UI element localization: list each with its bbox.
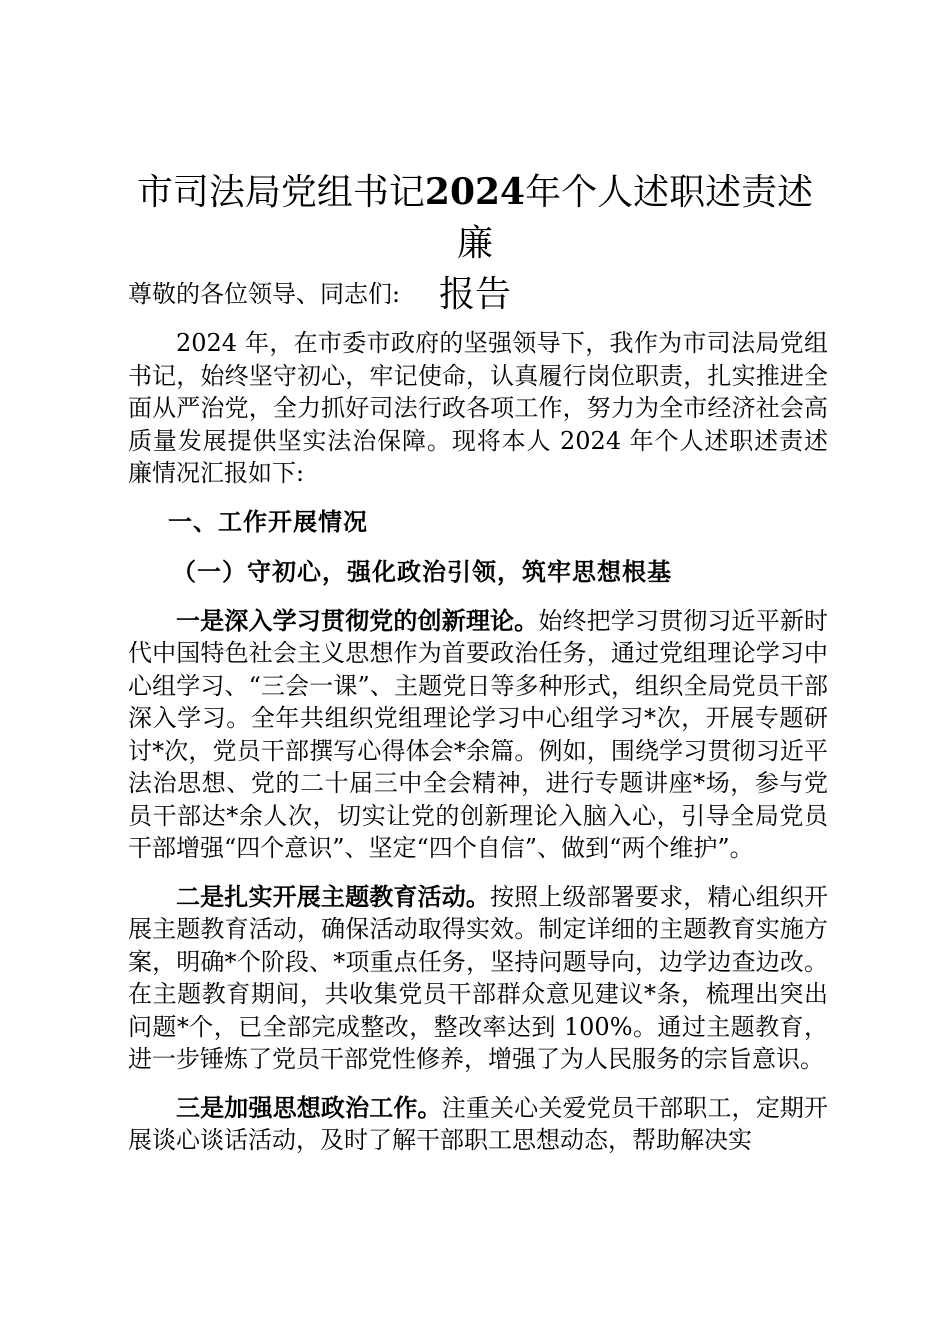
- title-text-part1: 市司法局党组书记: [136, 172, 425, 213]
- subsection-heading: （一）守初心，强化政治引领，筑牢思想根基: [172, 557, 672, 586]
- title-year: 2024: [424, 171, 526, 213]
- section-heading: 一、工作开展情况: [168, 506, 368, 536]
- item-paragraph-2: [128, 881, 828, 1076]
- intro-paragraph: 2024 年，在市委市政府的坚强领导下，我作为市司法局党组书记，始终坚守初心，牢记使命，认真履行岗位职责，扎实推进全面从严治党，全力抓好司法行政各项工作，努力为全市经济社会高质量发展提供坚实法治保障。现将本人 2024 年个人述职述责述廉情况汇报如下:: [128, 329, 828, 487]
- item-lead-2: 二是扎实开展主题教育活动。: [176, 881, 490, 911]
- item-text-2: 按照上级部署要求，精心组织开展主题教育活动，确保活动取得实效。制定详细的主题教育实施方案，明确*个阶段、*项重点任务，坚持问题导向，边学边查边改。在主题教育期间，共收集党员干部群众意见建议*条，梳理出突出问题*个，已全部完成整改，整改率达到 100%。通过主题教育，进一步锤炼了党员干部党性修养，增强了为人民服务的宗旨意识。: [128, 882, 828, 1073]
- item-paragraph-1: [128, 605, 828, 865]
- title-text-part2: 年个人述职述责述廉: [456, 172, 814, 264]
- item-lead-1: 一是深入学习贯彻党的创新理论。: [176, 605, 539, 635]
- greeting: 尊敬的各位领导、同志们:: [128, 280, 401, 308]
- title-text-line2: 报告: [438, 274, 511, 315]
- item-lead-3: 三是加强思想政治工作。: [176, 1092, 442, 1122]
- item-text-3: 注重关心关爱党员干部职工，定期开展谈心谈话活动，及时了解干部职工思想动态，帮助解决实: [128, 1093, 829, 1154]
- item-text-1: 始终把学习贯彻习近平新时代中国特色社会主义思想作为首要政治任务，通过党组理论学习中心组学习、“三会一课”、主题党日等多种形式，组织全局党员干部深入学习。全年共组织党组理论学习中心组学习*次，开展专题研讨*次，党员干部撰写心得体会*余篇。例如，围绕学习贯彻习近平法治思想、党的二十届三中全会精神，进行专题讲座*场，参与党员干部达*余人次，切实让党的创新理论入脑入心，引导全局党员干部增强“四个意识”、坚定“四个自信”、做到“两个维护”。: [128, 606, 829, 862]
- item-paragraph-3: [128, 1092, 828, 1157]
- document-body: [128, 278, 828, 1157]
